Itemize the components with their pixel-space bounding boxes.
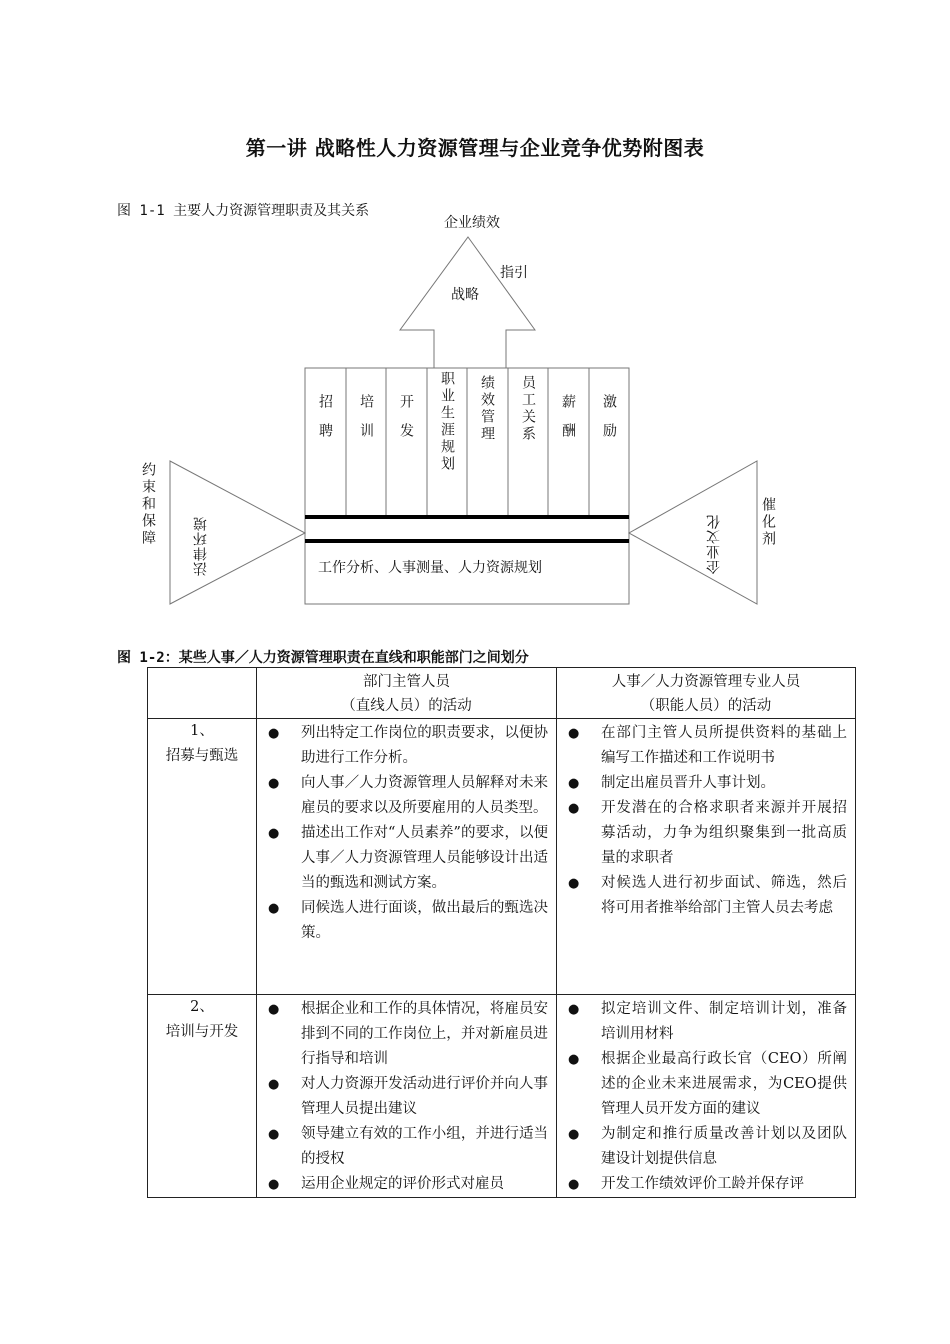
category-name: 招募与甄选: [165, 748, 239, 764]
column-performance-text: 绩效管理: [479, 375, 495, 443]
list-item: [257, 721, 548, 771]
legal-environment-label: [193, 516, 210, 576]
line-activities-cell: [257, 719, 557, 995]
bullet-icon: ●: [268, 826, 280, 841]
table-header-row: [148, 668, 856, 719]
catalyst-label: 催化剂: [760, 497, 776, 548]
bullet-icon: ●: [568, 1002, 580, 1017]
bullet-icon: ●: [568, 1177, 580, 1192]
category-name: 培训与开发: [165, 1024, 239, 1040]
list-item-text: 对候选人进行初步面试、筛选，然后将可用者推举给部门主管人员去考虑: [601, 875, 847, 916]
table-row: [148, 719, 856, 995]
legal-environment-text: 法律环境: [193, 516, 209, 576]
column-development: [386, 394, 426, 452]
list-item: [557, 1047, 847, 1122]
list-item: [557, 997, 847, 1047]
bullet-icon: ●: [568, 876, 580, 891]
figure2-label: 图 1-2：某些人事／人力资源管理职责在直线和职能部门之间划分: [117, 650, 529, 666]
list-item: [557, 1172, 847, 1197]
list-item-text: 向人事／人力资源管理人员解释对未来雇员的要求以及所要雇用的人员类型。: [301, 775, 548, 816]
culture-triangle: [629, 461, 757, 604]
corporate-performance-label: 企业绩效: [444, 215, 500, 231]
column-development-text: 开发: [398, 394, 414, 452]
list-item-text: 制定出雇员晋升人事计划。: [601, 775, 775, 791]
column-performance: [467, 375, 507, 443]
list-item: [257, 1172, 548, 1197]
header-line-managers: [257, 668, 557, 719]
bullet-icon: ●: [268, 1002, 280, 1017]
bullet-icon: ●: [568, 726, 580, 741]
header-empty: [148, 668, 257, 719]
category-cell: [148, 995, 257, 1198]
page-title: 第一讲 战略性人力资源管理与企业竞争优势附图表: [245, 136, 705, 160]
header-staff: [557, 668, 856, 719]
list-item: [257, 821, 548, 896]
list-item: [557, 796, 847, 871]
bullet-icon: ●: [268, 726, 280, 741]
list-item: [557, 871, 847, 921]
list-item-text: 在部门主管人员所提供资料的基础上编写工作描述和工作说明书: [601, 725, 847, 766]
bullet-icon: ●: [268, 901, 280, 916]
list-item-text: 对人力资源开发活动进行评价并向人事管理人员提出建议: [301, 1076, 548, 1117]
column-recruitment-text: 招聘: [317, 394, 333, 452]
header-line-title: 部门主管人员: [363, 674, 450, 690]
list-item: [257, 771, 548, 821]
staff-activities-cell: [557, 995, 856, 1198]
bullet-icon: ●: [568, 776, 580, 791]
list-item-text: 开发工作绩效评价工龄并保存评: [601, 1176, 804, 1192]
bullet-icon: ●: [568, 801, 580, 816]
column-training: [346, 394, 386, 452]
list-item-text: 开发潜在的合格求职者来源并开展招募活动，力争为组织聚集到一批高质量的求职者: [601, 800, 847, 866]
category-number: 2、: [190, 999, 214, 1015]
corporate-culture-text: 企业文化: [706, 514, 722, 574]
responsibility-table: [147, 667, 856, 1198]
column-career-planning: [427, 371, 467, 473]
column-compensation-text: 薪酬: [560, 394, 576, 452]
header-staff-subtitle: （职能人员）的活动: [640, 698, 772, 714]
list-item-text: 同候选人进行面谈，做出最后的甄选决策。: [301, 900, 548, 941]
bullet-icon: ●: [268, 1077, 280, 1092]
list-item-text: 描述出工作对“人员素养”的要求，以便人事／人力资源管理人员能够设计出适当的甄选和测试方案。: [301, 825, 548, 891]
foundation-label: 工作分析、人事测量、人力资源规划: [318, 560, 542, 576]
column-motivation: [589, 394, 629, 452]
corporate-culture-label: [706, 514, 723, 574]
constraint-label: 约束和保障: [140, 462, 156, 547]
list-item: [257, 1072, 548, 1122]
header-staff-title: 人事／人力资源管理专业人员: [611, 674, 801, 690]
bullet-icon: ●: [268, 1127, 280, 1142]
legal-triangle: [170, 461, 305, 604]
column-compensation: [548, 394, 588, 452]
column-employee-relations-text: 员工关系: [520, 375, 536, 443]
header-line-subtitle: （直线人员）的活动: [341, 698, 472, 714]
strategy-label: 战略: [451, 287, 479, 303]
list-item: [557, 1122, 847, 1172]
staff-activities-cell: [557, 719, 856, 995]
line-activities-cell: [257, 995, 557, 1198]
list-item-text: 运用企业规定的评价形式对雇员: [301, 1176, 504, 1192]
list-item-text: 为制定和推行质量改善计划以及团队建设计划提供信息: [601, 1126, 847, 1167]
category-cell: [148, 719, 257, 995]
bullet-icon: ●: [268, 776, 280, 791]
list-item-text: 根据企业最高行政长官（CEO）所阐述的企业未来进展需求，为CEO提供管理人员开发方面的建议: [601, 1051, 847, 1117]
list-item-text: 拟定培训文件、制定培训计划，准备培训用材料: [601, 1001, 847, 1042]
column-employee-relations: [508, 375, 548, 443]
bullet-icon: ●: [568, 1052, 580, 1067]
list-item-text: 列出特定工作岗位的职责要求，以便协助进行工作分析。: [301, 725, 548, 766]
guide-label: 指引: [500, 265, 528, 281]
list-item-text: 领导建立有效的工作小组，并进行适当的授权: [301, 1126, 548, 1167]
column-career-planning-text: 职业生涯规划: [439, 371, 455, 473]
bullet-icon: ●: [268, 1177, 280, 1192]
list-item-text: 根据企业和工作的具体情况，将雇员安排到不同的工作岗位上，并对新雇员进行指导和培训: [301, 1001, 548, 1067]
list-item: [257, 896, 548, 946]
column-recruitment: [305, 394, 345, 452]
list-item: [557, 771, 847, 796]
table-row: [148, 995, 856, 1198]
figure1-label: 图 1-1 主要人力资源管理职责及其关系: [117, 203, 370, 219]
column-training-text: 培训: [358, 394, 374, 452]
list-item: [257, 997, 548, 1072]
category-number: 1、: [190, 723, 214, 739]
bullet-icon: ●: [568, 1127, 580, 1142]
list-item: [557, 721, 847, 771]
column-motivation-text: 激励: [601, 394, 617, 452]
list-item: [257, 1122, 548, 1172]
